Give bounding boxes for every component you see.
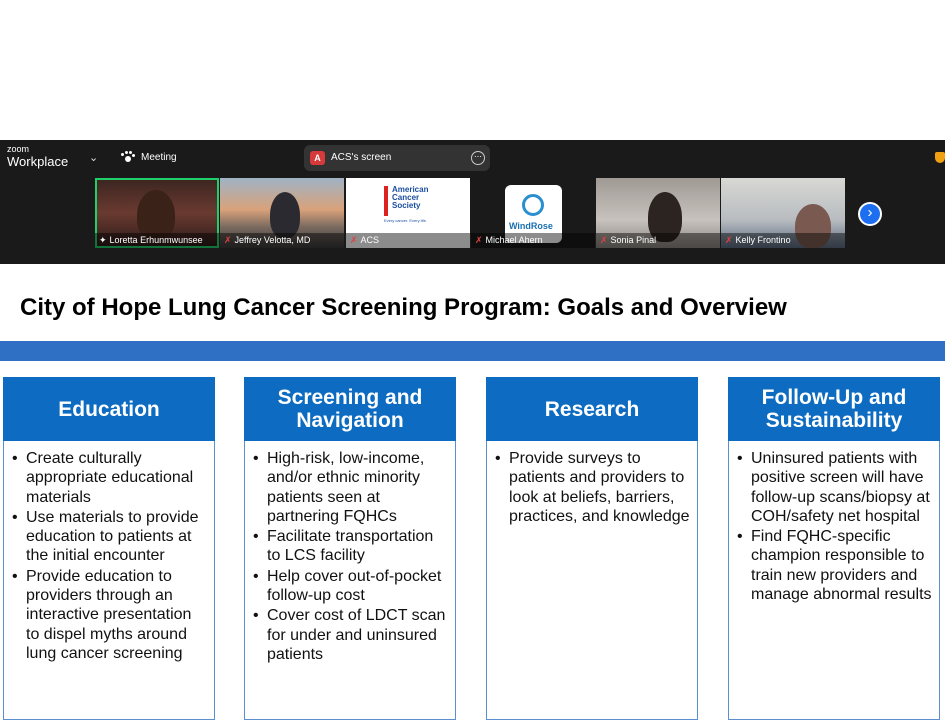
participant-tile[interactable]	[95, 178, 219, 248]
muted-mic-icon: ✗	[725, 235, 733, 245]
bullet-item: • Facilitate transportation to LCS facility	[251, 527, 449, 566]
column-heading: Screening and Navigation	[244, 377, 456, 441]
bullet-item: • Cover cost of LDCT scan for under and uninsured patients	[251, 606, 449, 664]
participant-caption	[95, 233, 219, 248]
participant-name: ACS	[360, 235, 380, 245]
bullet-item: • Uninsured patients with positive screen will have follow-up scans/biopsy at COH/safety net hospital	[735, 449, 933, 526]
brand-big: Workplace	[7, 154, 69, 169]
acs-logo-text: American Cancer Society	[392, 185, 429, 210]
bullet-item: • Use materials to provide education to patients at the initial encounter	[10, 508, 208, 566]
bullet-item: • Create culturally appropriate educational materials	[10, 449, 208, 507]
slide-title: City of Hope Lung Cancer Screening Program: Goals and Overview	[20, 294, 787, 321]
column-screening-navigation	[244, 377, 456, 720]
meeting-label: Meeting	[141, 151, 177, 163]
participant-name: Michael Ahern	[485, 235, 543, 245]
participant-caption	[721, 233, 845, 248]
slide-divider-bar	[0, 341, 945, 361]
column-body	[244, 441, 456, 720]
chevron-right-icon: ›	[867, 204, 873, 221]
bullet-item: • Find FQHC-specific champion responsible to train new providers and manage abnormal results	[735, 527, 933, 604]
participant-name: Loretta Erhunmwunsee	[109, 235, 203, 245]
column-heading: Follow-Up and Sustainability	[728, 377, 940, 441]
column-body	[728, 441, 940, 720]
column-follow-up-sustainability	[728, 377, 940, 720]
column-heading: Education	[3, 377, 215, 441]
acs-logo-icon	[384, 186, 388, 216]
participant-tile[interactable]	[721, 178, 845, 248]
column-body	[486, 441, 698, 720]
participant-caption	[471, 233, 595, 248]
muted-mic-icon: ✗	[350, 235, 358, 245]
windrose-text: WindRose	[509, 221, 553, 231]
bullet-item: • Provide education to providers through an interactive presentation to dispel myths around lung cancer screening	[10, 567, 208, 663]
muted-mic-icon: ✗	[224, 235, 232, 245]
participant-tile[interactable]	[346, 178, 470, 248]
muted-mic-icon: ✗	[600, 235, 608, 245]
acs-tagline: Every cancer. Every life.	[384, 218, 427, 223]
bullet-item: • Help cover out-of-pocket follow-up cost	[251, 567, 449, 606]
participant-name: Sonia Pinal	[610, 235, 657, 245]
sharer-avatar: A	[310, 151, 325, 165]
bullet-item: • Provide surveys to patients and providers to look at beliefs, barriers, practices, and knowledge	[493, 449, 691, 526]
share-label: ACS's screen	[331, 152, 392, 163]
participant-caption	[596, 233, 720, 248]
chevron-down-icon[interactable]: ⌄	[89, 152, 99, 164]
pin-icon: ✦	[99, 235, 107, 245]
participant-tile[interactable]	[471, 178, 595, 248]
participant-strip	[0, 176, 945, 264]
video-feed	[270, 192, 300, 238]
column-heading: Research	[486, 377, 698, 441]
column-research	[486, 377, 698, 720]
column-body	[3, 441, 215, 720]
compass-icon	[522, 194, 544, 216]
next-participants-button[interactable]	[858, 202, 882, 226]
bullet-item: • High-risk, low-income, and/or ethnic minority patients seen at partnering FQHCs	[251, 449, 449, 526]
participant-name: Jeffrey Velotta, MD	[234, 235, 311, 245]
zoom-workplace-logo[interactable]	[7, 145, 68, 168]
paw-icon	[121, 151, 134, 163]
zoom-top-bar	[0, 140, 945, 176]
security-shield-icon[interactable]	[935, 152, 945, 163]
participant-caption	[220, 233, 344, 248]
meeting-menu[interactable]	[121, 151, 177, 163]
participant-name: Kelly Frontino	[735, 235, 791, 245]
participant-tile[interactable]	[596, 178, 720, 248]
screen-share-indicator[interactable]	[304, 145, 490, 171]
brand-small: zoom	[7, 144, 30, 154]
muted-mic-icon: ✗	[475, 235, 483, 245]
participant-tile[interactable]	[220, 178, 344, 248]
more-options-icon[interactable]: ⋯	[471, 151, 485, 165]
participant-caption	[346, 233, 470, 248]
column-education	[3, 377, 215, 720]
